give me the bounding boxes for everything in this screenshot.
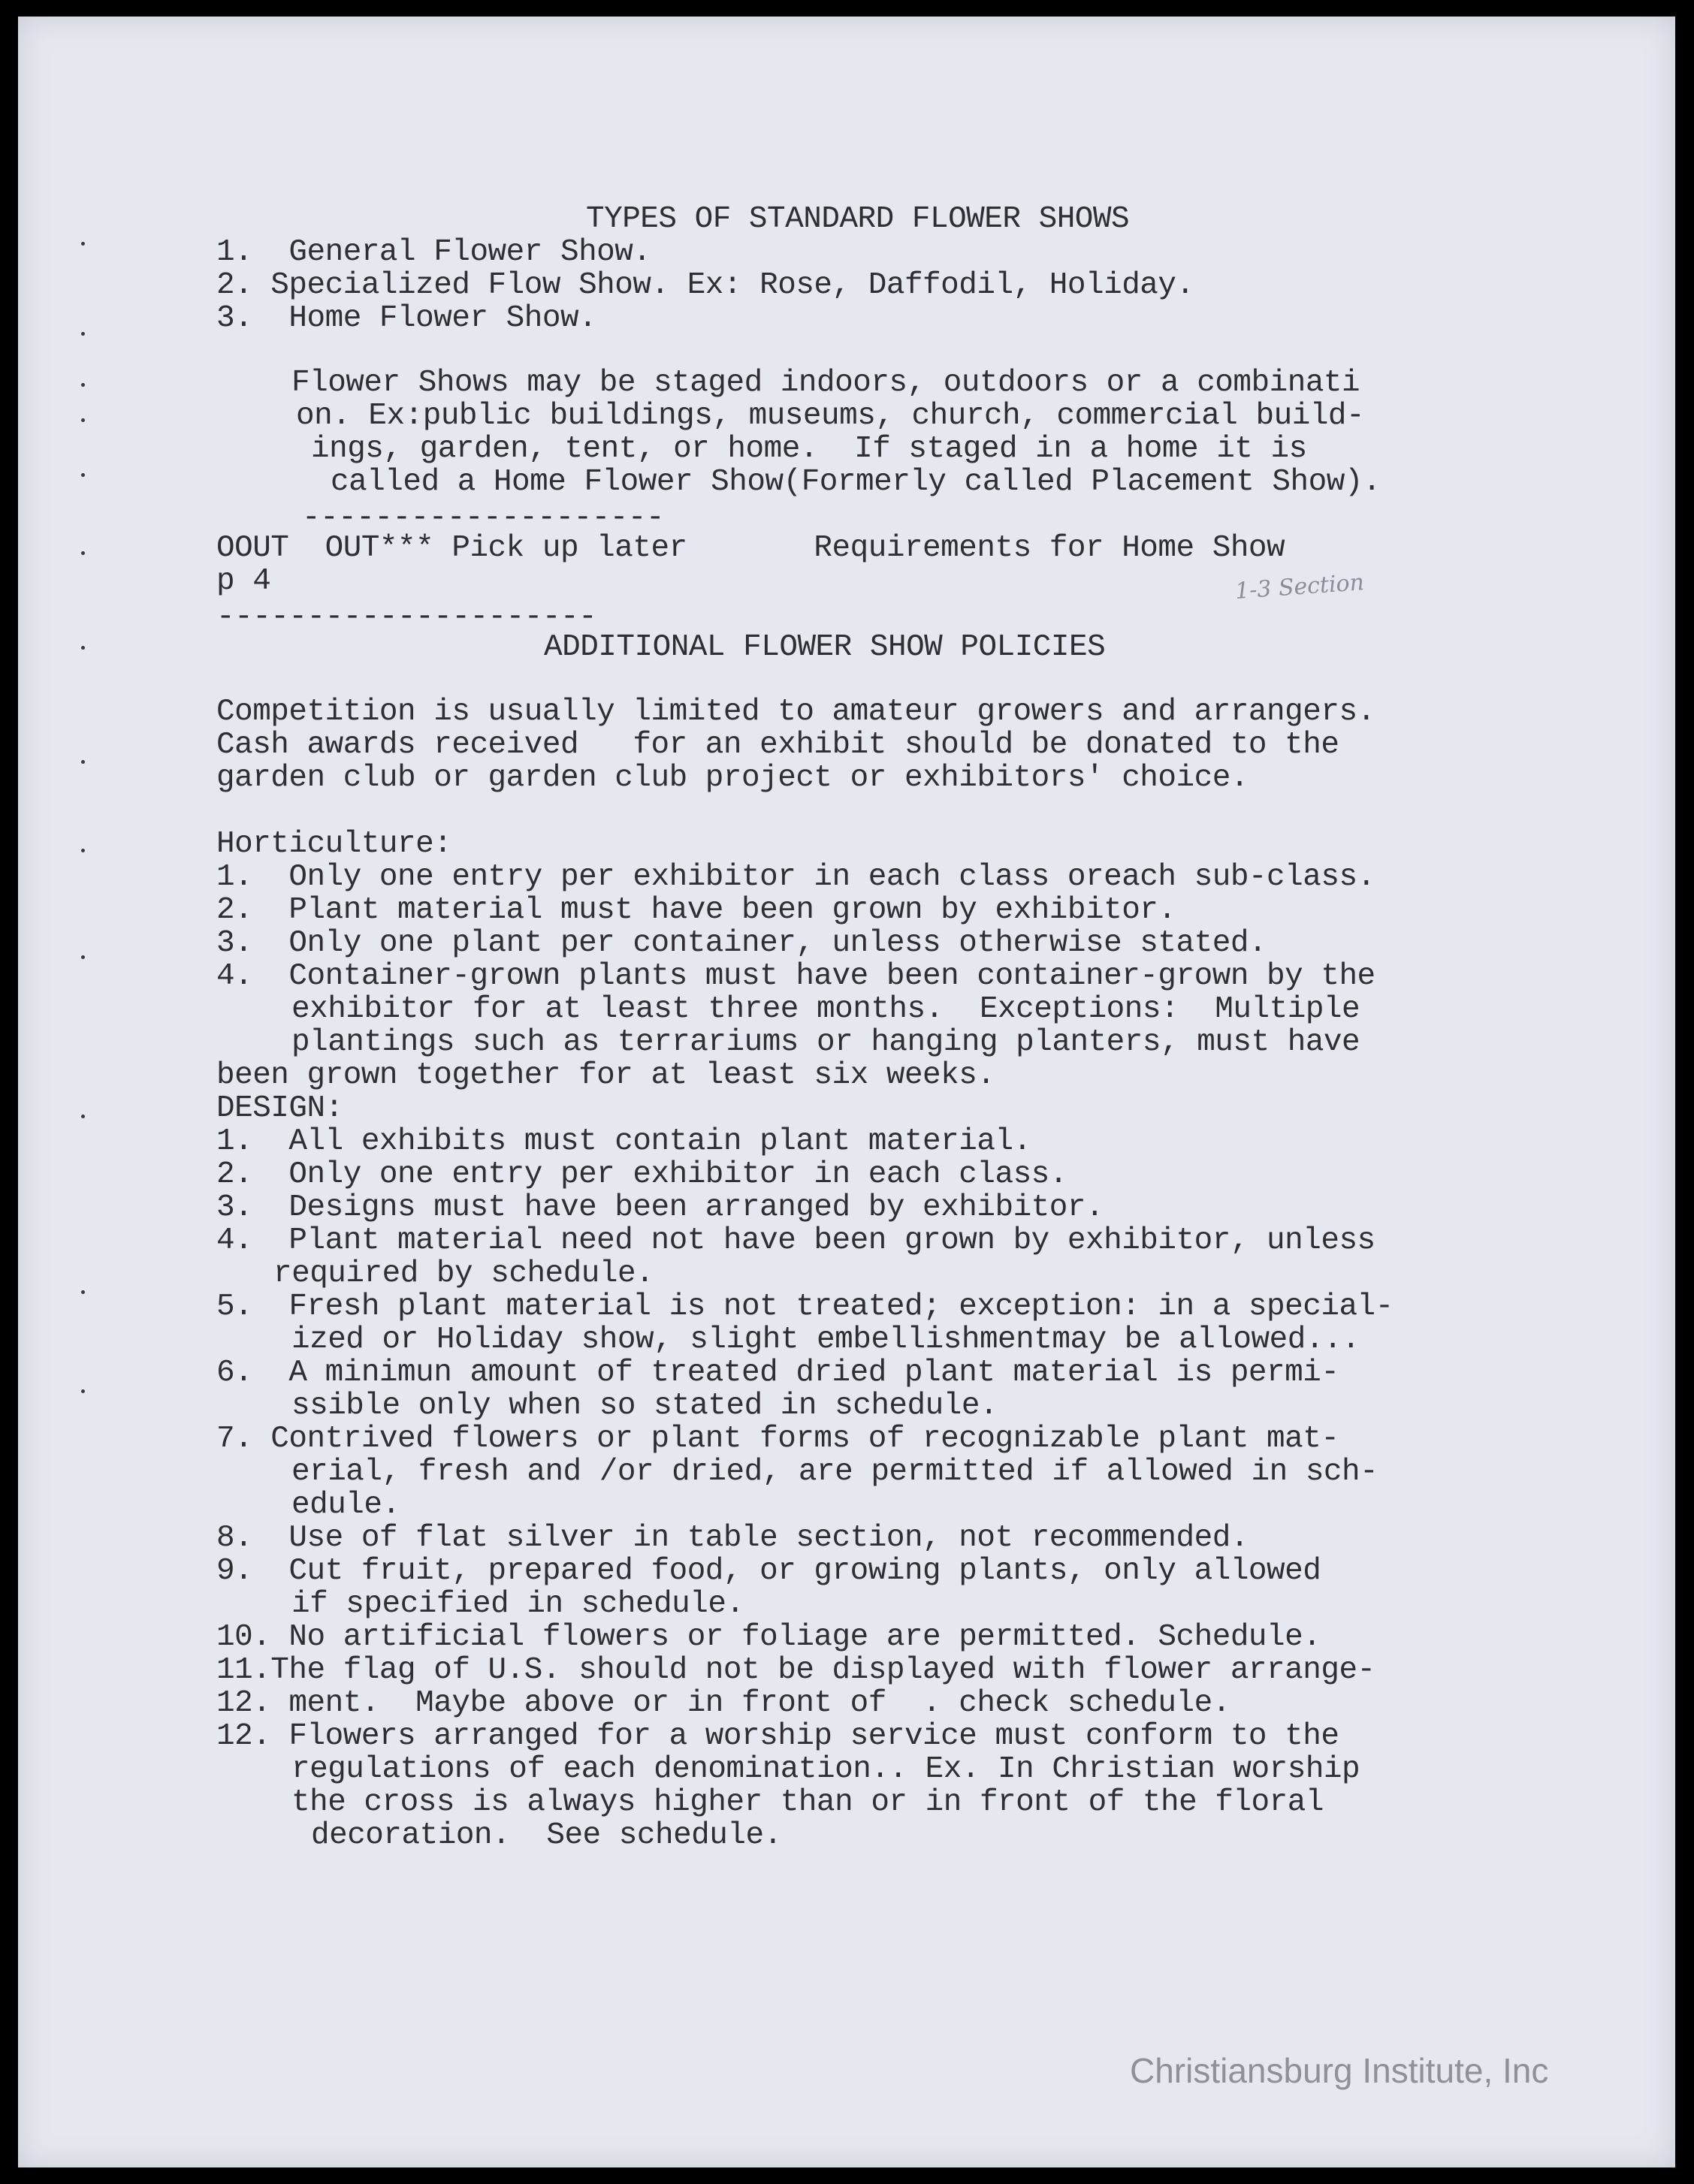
margin-dot [81,1290,85,1294]
document-page [18,17,1675,2167]
paragraph-line: ings, garden, tent, or home. If staged in a home it is [311,432,1307,466]
list-item: 2. Only one entry per exhibitor in each class. [216,1157,1067,1192]
list-item: 1. All exhibits must contain plant material. [216,1124,1031,1159]
margin-dot [81,551,85,555]
paragraph-line: garden club or garden club project or exhibitors' choice. [216,761,1249,795]
list-item-continuation: erial, fresh and /or dried, are permitted if allowed in sch- [291,1455,1378,1489]
margin-dot [81,955,85,959]
list-item: 12. Flowers arranged for a worship service must conform to the [216,1719,1339,1754]
list-item: 4. Container-grown plants must have been container-grown by the [216,959,1375,994]
list-item: 2. Plant material must have been grown by exhibitor. [216,893,1176,928]
note-line: p 4 [216,564,271,599]
document-title: TYPES OF STANDARD FLOWER SHOWS [586,202,1130,237]
list-item-continuation: plantings such as terrariums or hanging planters, must have [291,1025,1360,1060]
paragraph-line: Competition is usually limited to amateur growers and arrangers. [216,695,1375,729]
list-item: 9. Cut fruit, prepared food, or growing plants, only allowed [216,1554,1321,1588]
list-item-continuation: required by schedule. [273,1256,654,1291]
list-item-continuation: regulations of each denomination.. Ex. In Christian worship [291,1752,1360,1787]
margin-dot [81,849,85,852]
list-item: 11.The flag of U.S. should not be displayed with flower arrange- [216,1653,1375,1688]
note-line: OOUT OUT*** Pick up later Requirements for Home Show [216,531,1285,566]
list-item: 1. Only one entry per exhibitor in each class oreach sub-class. [216,860,1375,894]
list-item-continuation: ssible only when so stated in schedule. [291,1389,998,1423]
list-item-continuation: if specified in schedule. [291,1587,744,1621]
list-item: 10. No artificial flowers or foliage are permitted. Schedule. [216,1620,1321,1655]
show-type-item: 3. Home Flower Show. [216,301,597,336]
margin-dot [81,383,85,387]
margin-dot [81,760,85,764]
list-item: 7. Contrived flowers or plant forms of recognizable plant mat- [216,1422,1339,1456]
section-heading: ADDITIONAL FLOWER SHOW POLICIES [544,630,1106,665]
watermark: Christiansburg Institute, Inc [1130,2051,1549,2090]
handwritten-note: 1-3 Section [1234,569,1366,605]
list-item-continuation: edule. [291,1488,400,1522]
list-item: 12. ment. Maybe above or in front of . check schedule. [216,1686,1230,1721]
show-type-item: 2. Specialized Flow Show. Ex: Rose, Daffodil, Holiday. [216,268,1194,303]
list-item-continuation: ized or Holiday show, slight embellishmentmay be allowed... [291,1323,1360,1357]
list-item-continuation: exhibitor for at least three months. Exceptions: Multiple [291,992,1360,1027]
margin-dot [81,1115,85,1118]
section-heading: Horticulture: [216,827,452,861]
list-item: 8. Use of flat silver in table section, not recommended. [216,1521,1249,1555]
list-item: 6. A minimun amount of treated dried plant material is permi- [216,1356,1339,1390]
section-heading: DESIGN: [216,1091,343,1126]
list-item: 3. Designs must have been arranged by exhibitor. [216,1190,1104,1225]
margin-dot [81,242,85,246]
separator-line: -------------------- [302,501,665,535]
margin-dot [81,418,85,422]
show-type-item: 1. General Flower Show. [216,235,651,270]
list-item: 5. Fresh plant material is not treated; exception: in a special- [216,1290,1394,1324]
list-item: 3. Only one plant per container, unless otherwise stated. [216,926,1267,961]
separator-line: --------------------- [216,600,597,635]
margin-dot [81,473,85,477]
list-item: 4. Plant material need not have been grown by exhibitor, unless [216,1223,1375,1258]
paragraph-line: Flower Shows may be staged indoors, outdoors or a combinati [291,366,1360,400]
paragraph-line: on. Ex:public buildings, museums, church, commercial build- [296,399,1365,433]
list-item-continuation: been grown together for at least six weeks. [216,1058,995,1093]
margin-dot [81,332,85,336]
margin-dot [81,646,85,650]
list-item-continuation: decoration. See schedule. [311,1818,782,1853]
paragraph-line: called a Home Flower Show(Formerly called Placement Show). [331,465,1381,499]
paragraph-line: Cash awards received for an exhibit should be donated to the [216,728,1339,762]
list-item-continuation: the cross is always higher than or in front of the floral [291,1785,1324,1820]
margin-dot [81,1389,85,1393]
